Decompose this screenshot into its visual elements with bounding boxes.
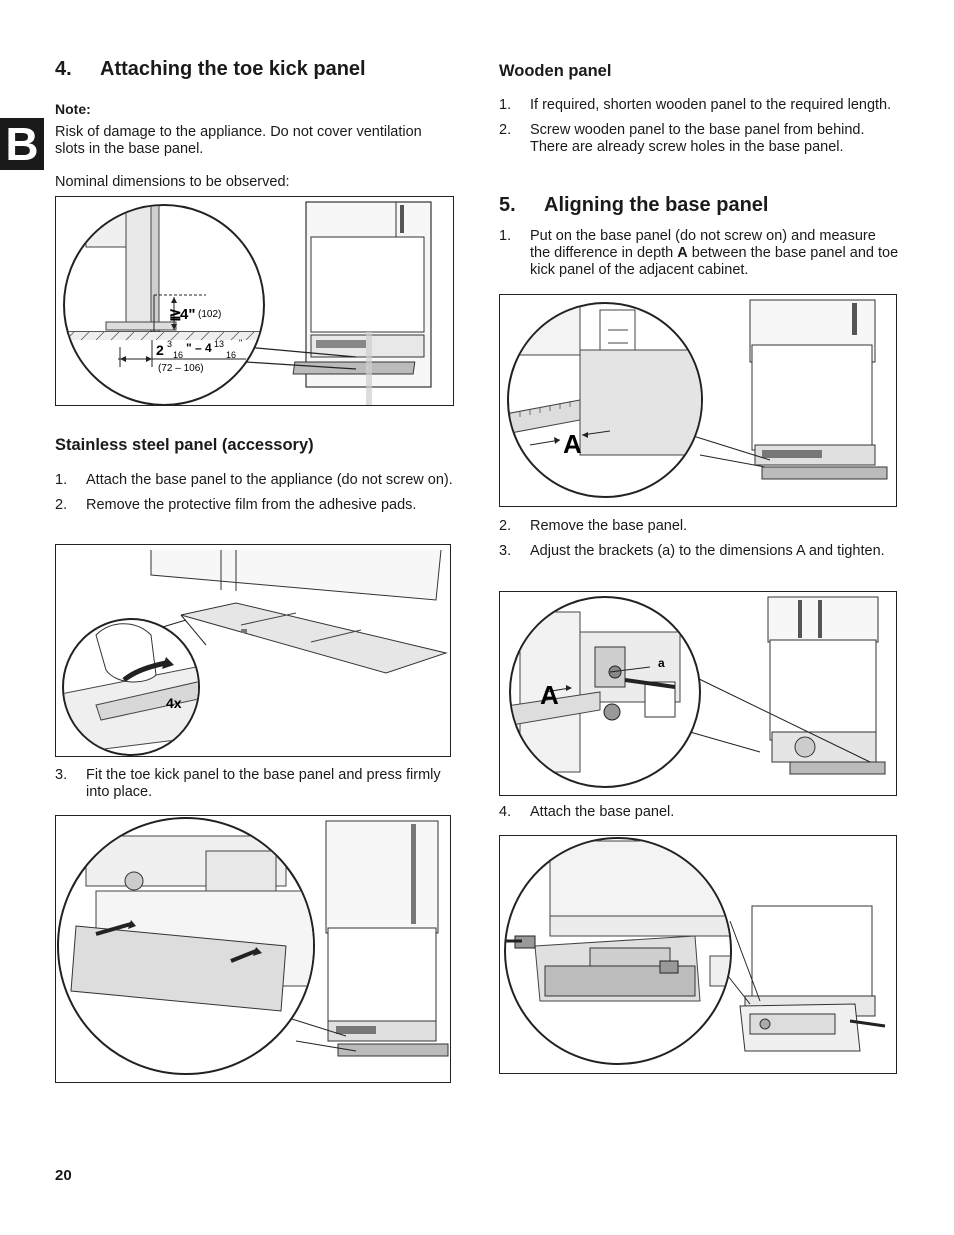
section-title: Attaching the toe kick panel	[100, 58, 366, 80]
dimension-a-label: A	[540, 680, 559, 710]
figure-fit-toe-kick	[55, 815, 451, 1083]
list-item: 1. Put on the base panel (do not screw on) and measure the difference in depth A between the base panel and toe kick panel of the adjacent cabinet.	[499, 228, 899, 278]
dim-depth-mm: (72 – 106)	[158, 363, 204, 374]
dim-ge-symbol: ≧	[169, 306, 182, 323]
align-steps-2-3	[499, 518, 899, 560]
stainless-title: Stainless steel panel (accessory)	[55, 436, 314, 454]
section-5-heading	[499, 194, 899, 217]
page-number: 20	[55, 1167, 72, 1184]
section-title: Aligning the base panel	[544, 194, 769, 216]
nominal-text: Nominal dimensions to be observed:	[55, 174, 290, 190]
align-step-4	[499, 804, 899, 821]
fit-step-section	[55, 767, 455, 801]
stainless-steps	[55, 472, 455, 514]
dim-depth-min-num: 3	[167, 339, 173, 349]
section-5	[499, 194, 899, 279]
list-item: 3. Fit the toe kick panel to the base panel and press firmly into place.	[55, 767, 441, 800]
figure-attach-base-panel	[499, 835, 897, 1074]
left-column	[55, 58, 455, 191]
list-item: 1. Attach the base panel to the appliance (do not screw on).	[55, 472, 453, 488]
section-4-heading	[55, 58, 455, 81]
wooden-section	[499, 62, 899, 156]
list-item: 4. Attach the base panel.	[499, 804, 675, 820]
dim-depth-separator: " – 4	[186, 341, 212, 355]
bracket-a-label: a	[658, 656, 665, 670]
figure-measure-depth	[499, 294, 897, 507]
list-item: 2. Screw wooden panel to the base panel from behind. There are already screw holes in the base panel.	[499, 122, 865, 155]
section-tab-b: B	[0, 118, 44, 170]
dim-depth-min-den: 16	[173, 350, 184, 360]
dim-height-mm: (102)	[198, 309, 222, 320]
dim-depth-min-whole: 2	[156, 342, 164, 358]
depth-a-label: A	[563, 429, 582, 459]
note-label: Note:	[55, 101, 91, 117]
dim-height-inches: 4"	[180, 306, 196, 323]
dim-depth-max-num: 13	[214, 339, 225, 349]
pad-count-label: 4x	[166, 695, 182, 711]
dim-depth-max-den: 16	[226, 350, 237, 360]
section-number: 5.	[499, 194, 516, 216]
wooden-title: Wooden panel	[499, 62, 612, 80]
list-item: 2. Remove the base panel.	[499, 518, 688, 534]
list-item: 2. Remove the protective film from the adhesive pads.	[55, 497, 417, 513]
list-item: 3. Adjust the brackets (a) to the dimensions A and tighten.	[499, 543, 885, 559]
figure-adhesive-pads	[55, 544, 451, 757]
figure-nominal-dimensions	[55, 196, 454, 406]
note-text: Risk of damage to the appliance. Do not cover ventilation slots in the base panel.	[55, 124, 422, 157]
dim-depth-end: "	[239, 338, 243, 348]
list-item: 1. If required, shorten wooden panel to the required length.	[499, 97, 892, 113]
figure-adjust-brackets	[499, 591, 897, 796]
stainless-section	[55, 436, 455, 514]
section-number: 4.	[55, 58, 72, 80]
